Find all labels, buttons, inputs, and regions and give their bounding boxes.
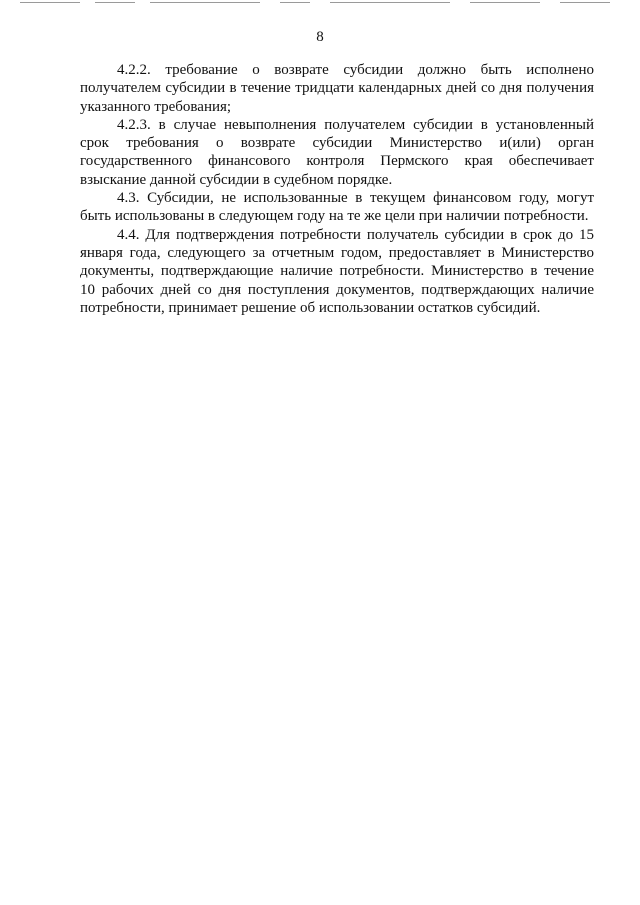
paragraph-4-3: 4.3. Субсидии, не использованные в текущем финансовом году, могут быть использованы в следующем году на те же цели при наличии потребности. <box>80 190 594 225</box>
paragraph-4-2-3: 4.2.3. в случае невыполнения получателем субсидии в установленный срок требования о возврате субсидии Министерство и(или) орган государственного финансового контроля Пермского края обеспечивает взыскание данной субсидии в судебном порядке. <box>80 116 594 188</box>
scan-edge-artifact <box>0 0 640 6</box>
paragraph-4-4: 4.4. Для подтверждения потребности получатель субсидии в срок до 15 января года, следующего за отчетным годом, предоставляет в Министерство документы, подтверждающие наличие потребности. Министерство в течение 10 рабочих дней со дня поступления документов, подтверждающих наличие потребности, принимает решение об использовании остатков субсидий. <box>80 226 594 316</box>
page-number: 8 <box>316 29 324 45</box>
paragraph-4-2-2: 4.2.2. требование о возврате субсидии должно быть исполнено получателем субсидии в течение тридцати календарных дней со дня получения указанного требования; <box>80 62 594 115</box>
document-body <box>80 61 594 317</box>
